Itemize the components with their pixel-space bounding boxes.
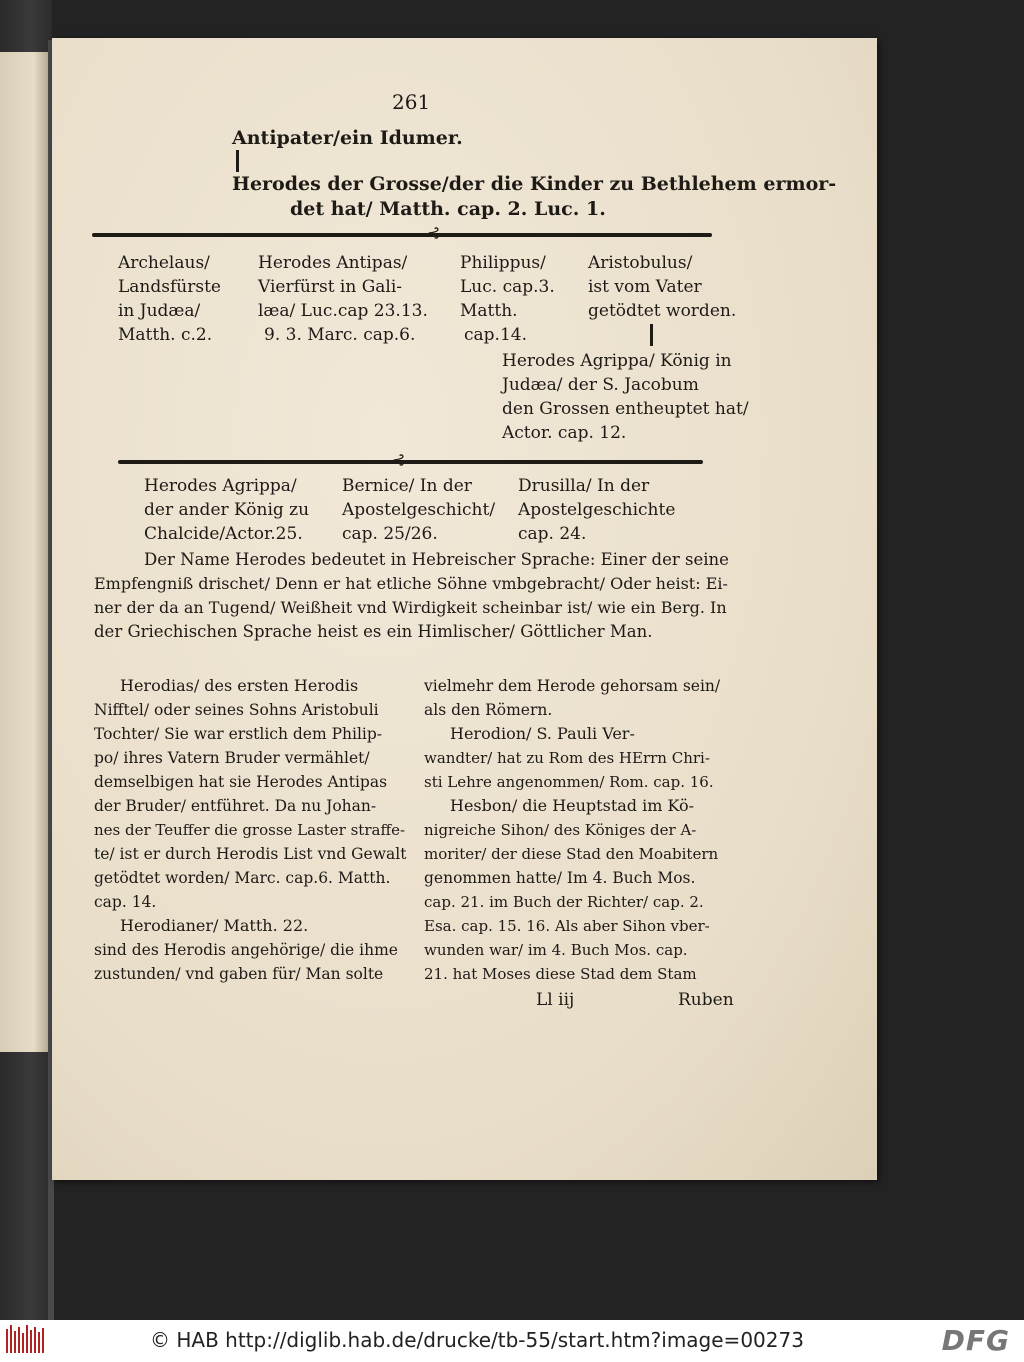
archelaus-l4: Matth. c.2. [118,325,213,345]
antipas-l4: 9. 3. Marc. cap.6. [264,325,416,345]
tree-line [236,150,239,172]
bracket-ornament-2: ⊰ [392,450,406,469]
agrippa1-l1: Herodes Agrippa/ König in [502,351,732,371]
copyright-link[interactable]: © HAB http://diglib.hab.de/drucke/tb-55/start.htm?image=00273 [150,1328,804,1352]
right-col-l1: vielmehr dem Herode gehorsam sein/ [424,677,721,695]
catchword: Ruben [678,990,734,1010]
philippus-l1: Philippus/ [460,253,546,273]
agrippa1-l4: Actor. cap. 12. [502,423,627,443]
drusilla-l2: Apostelgeschichte [518,500,676,520]
right-col-l7: nigreiche Sihon/ des Königes der A- [424,821,697,839]
left-col-l9: getödtet worden/ Marc. cap.6. Matth. [94,869,391,887]
right-col-l6: Hesbon/ die Heuptstad im Kö- [450,796,695,815]
agrippa2-l2: der ander König zu [144,500,310,520]
book-page [52,38,877,1180]
antipas-l1: Herodes Antipas/ [258,253,408,273]
philippus-l4: cap.14. [464,325,527,345]
right-col-l9: genommen hatte/ Im 4. Buch Mos. [424,869,696,887]
name-paragraph-l4: der Griechischen Sprache heist es ein Himlischer/ Göttlicher Man. [94,622,653,641]
herod-great-line2: det hat/ Matth. cap. 2. Luc. 1. [290,198,606,220]
aristobulus-l2: ist vom Vater [588,277,702,297]
right-col-l4: wandter/ hat zu Rom des HErrn Chri- [424,749,710,767]
bracket-ornament-1: ⊰ [427,223,441,242]
right-col-l10: cap. 21. im Buch der Richter/ cap. 2. [424,893,704,911]
aristobulus-l3: getödtet worden. [588,301,737,321]
hab-logo-icon [6,1325,46,1355]
left-col-l1: Herodias/ des ersten Herodis [120,676,359,695]
page-number: 261 [392,90,431,114]
left-col-l11: Herodianer/ Matth. 22. [120,916,309,935]
dfg-logo: DFG [941,1324,1010,1357]
right-col-l2: als den Römern. [424,701,553,719]
name-paragraph-l1: Der Name Herodes bedeutet in Hebreischer Sprache: Einer der seine [144,550,729,569]
right-col-l3: Herodion/ S. Pauli Ver- [450,724,635,743]
agrippa2-l1: Herodes Agrippa/ [144,476,297,496]
right-col-l5: sti Lehre angenommen/ Rom. cap. 16. [424,773,714,791]
herod-great-line1: Herodes der Grosse/der die Kinder zu Bethlehem ermor- [232,173,837,195]
left-col-l13: zustunden/ vnd gaben für/ Man solte [94,965,384,983]
drusilla-l3: cap. 24. [518,524,587,544]
tree-bracket-1 [92,233,712,237]
right-col-l11: Esa. cap. 15. 16. Als aber Sihon vber- [424,917,710,935]
left-col-l12: sind des Herodis angehörige/ die ihme [94,941,398,959]
signature-mark: Ll iij [536,990,575,1010]
drusilla-l1: Drusilla/ In der [518,476,650,496]
agrippa1-l3: den Grossen entheuptet hat/ [502,399,749,419]
left-col-l6: der Bruder/ entführet. Da nu Johan- [94,797,377,815]
left-col-l8: te/ ist er durch Herodis List vnd Gewalt [94,845,407,863]
bernice-l2: Apostelgeschicht/ [342,500,496,520]
left-col-l3: Tochter/ Sie war erstlich dem Philip- [94,725,383,743]
archelaus-l1: Archelaus/ [118,253,210,273]
philippus-l3: Matth. [460,301,518,321]
antipas-l3: læa/ Luc.cap 23.13. [258,301,428,321]
left-col-l2: Nifftel/ oder seines Sohns Aristobuli [94,701,379,719]
footer-bar [0,1320,1024,1362]
right-col-l13: 21. hat Moses diese Stad dem Stam [424,965,697,983]
left-col-l10: cap. 14. [94,893,157,911]
antipas-l2: Vierfürst in Gali- [258,277,403,297]
name-paragraph-l3: ner der da an Tugend/ Weißheit vnd Wirdigkeit scheinbar ist/ wie ein Berg. In [94,598,727,617]
left-col-l5: demselbigen hat sie Herodes Antipas [94,773,388,791]
bernice-l3: cap. 25/26. [342,524,438,544]
archelaus-l2: Landsfürste [118,277,221,297]
genealogy-root: Antipater/ein Idumer. [232,127,463,149]
aristobulus-l1: Aristobulus/ [588,253,693,273]
left-col-l7: nes der Teuffer die grosse Laster straffe- [94,821,406,839]
right-col-l12: wunden war/ im 4. Buch Mos. cap. [424,941,688,959]
tree-bracket-2 [118,460,703,464]
agrippa1-l2: Judæa/ der S. Jacobum [502,375,699,395]
tree-line [650,324,653,346]
agrippa2-l3: Chalcide/Actor.25. [144,524,303,544]
previous-page-edge [0,52,48,1052]
left-col-l4: po/ ihres Vatern Bruder vermählet/ [94,749,370,767]
philippus-l2: Luc. cap.3. [460,277,555,297]
name-paragraph-l2: Empfengniß drischet/ Denn er hat etliche Söhne vmbgebracht/ Oder heist: Ei- [94,574,728,593]
archelaus-l3: in Judæa/ [118,301,201,321]
bernice-l1: Bernice/ In der [342,476,472,496]
right-col-l8: moriter/ der diese Stad den Moabitern [424,845,719,863]
